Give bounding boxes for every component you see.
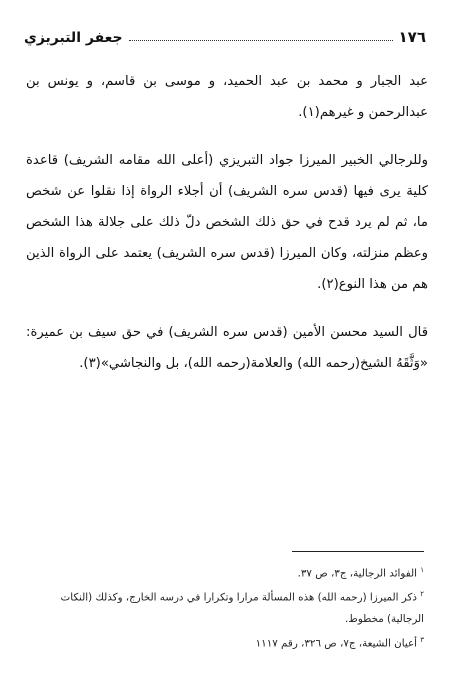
main-text	[26, 66, 428, 396]
header-dot-leader	[129, 40, 393, 41]
footnote-text: الفوائد الرجالية، ج٣، ص ٣٧.	[297, 567, 417, 580]
page-number: ١٧٦	[398, 28, 426, 46]
footnote-mark: ٣	[420, 635, 424, 644]
paragraph-3: قال السيد محسن الأمين (قدس سره الشريف) في حق سيف بن عميرة: «وَثَّقَهُ الشيخ(رحمه الله) والعلامة(رحمه الله)، بل والنجاشي»(٣).	[26, 325, 428, 371]
footnote-2	[30, 584, 424, 629]
footnote-text: ذكر الميرزا (رحمه الله) هذه المسألة مرارا وتكرارا في درسه الخارج، وكذلك (النكات الرجالية) مخطوط.	[60, 591, 424, 625]
footnote-mark: ٢	[420, 590, 424, 599]
footnote-separator	[292, 551, 424, 552]
footnote-3	[30, 630, 424, 654]
paragraph-1: عبد الجبار و محمد بن عبد الحميد، و موسى بن قاسم، و يونس بن عبدالرحمن و غيرهم(١).	[26, 74, 428, 120]
paragraph-2: وللرجالي الخبير الميرزا جواد التبريزي (أعلى الله مقامه الشريف) قاعدة كلية يرى فيها (قدس سره الشريف) أن أجلاء الرواة إذا نقلوا عن شخص ما، ثم لم يرد قدح في حق ذلك الشخص دلّ ذلك على جلالة هذا الشخص وعظم منزلته، وكان الميرزا (قدس سره الشريف) يعتمد على الرواة الذين هم من هذا النوع(٢).	[26, 153, 428, 292]
footnote-text: أعيان الشيعة، ج٧، ص ٣٢٦، رقم ١١١٧	[255, 637, 417, 650]
running-title: جعفر التبريزي	[24, 30, 123, 46]
footnotes	[30, 560, 424, 654]
page-header	[24, 20, 426, 46]
footnote-1	[30, 560, 424, 584]
footnote-mark: ١	[420, 566, 424, 574]
